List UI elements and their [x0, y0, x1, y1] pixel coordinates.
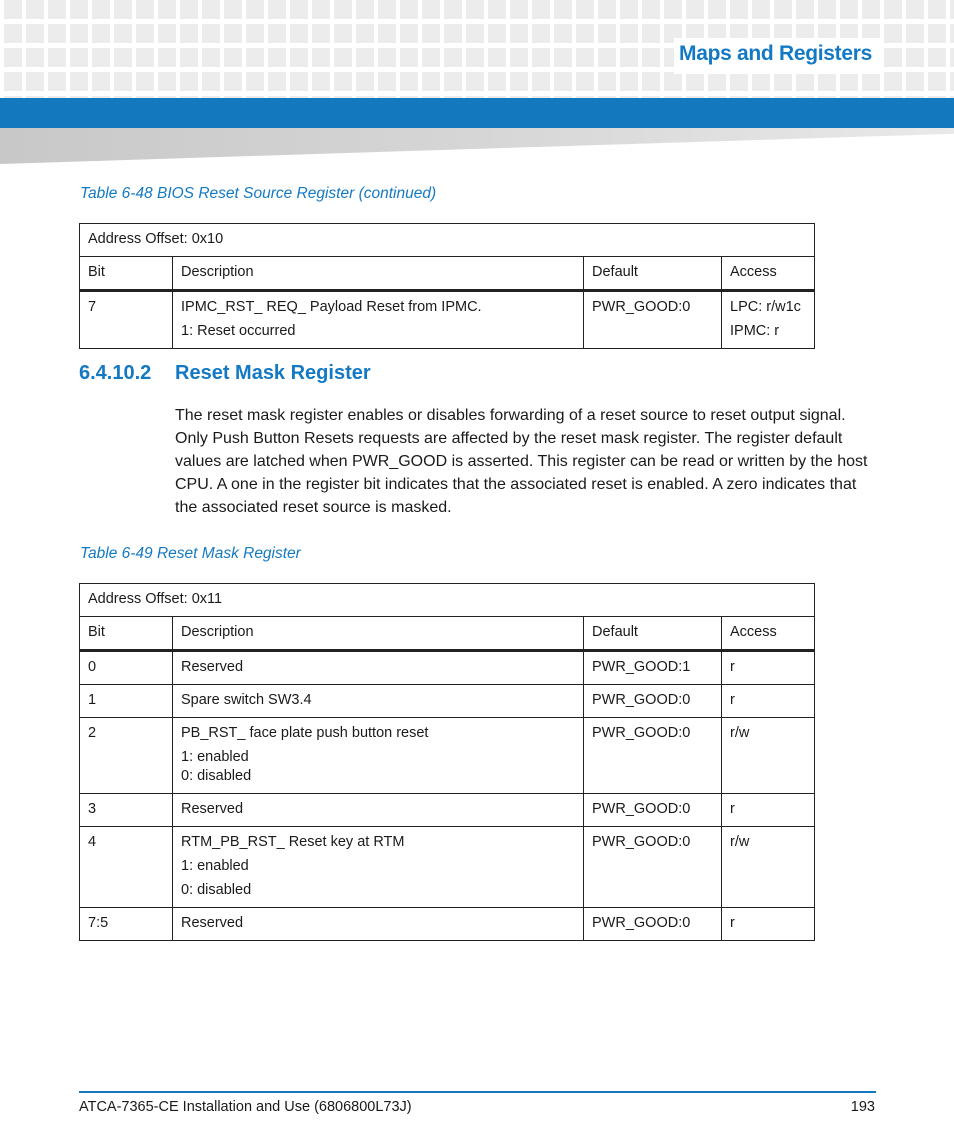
table-row: [80, 794, 815, 827]
cell-description: [173, 291, 584, 349]
cell-default: PWR_GOOD:0: [584, 794, 722, 827]
table2-reset-mask-register: [79, 583, 815, 941]
cell-bit: 0: [80, 651, 173, 685]
description-line: RTM_PB_RST_ Reset key at RTM: [181, 834, 405, 850]
description-line: 1: enabled: [181, 858, 249, 874]
table-row: [80, 827, 815, 908]
table-address-row: [80, 224, 815, 257]
table-row: [80, 291, 815, 349]
description-line: IPMC_RST_ REQ_ Payload Reset from IPMC.: [181, 299, 482, 315]
cell-description: Reserved: [173, 908, 584, 941]
address-offset: Address Offset: 0x11: [80, 584, 815, 617]
section-heading: [79, 362, 371, 385]
cell-bit: 7:5: [80, 908, 173, 941]
cell-bit: 4: [80, 827, 173, 908]
access-line: IPMC: r: [730, 323, 780, 339]
section-number: 6.4.10.2: [79, 362, 152, 384]
section-paragraph: The reset mask register enables or disables forwarding of a reset source to reset output signal. Only Push Button Resets requests are affected by the reset mask register. The register default values are latched when PWR_GOOD is asserted. This register can be read or written by the host CPU. A one in the register bit indicates that the associated reset is enabled. A zero indicates that the associated reset source is masked.: [175, 407, 868, 516]
address-offset: Address Offset: 0x10: [80, 224, 815, 257]
footer-document-title: ATCA-7365-CE Installation and Use (6806800L73J): [79, 1099, 412, 1115]
cell-default: PWR_GOOD:0: [584, 827, 722, 908]
cell-default: PWR_GOOD:0: [584, 718, 722, 794]
cell-bit: 7: [80, 291, 173, 349]
cell-bit: 1: [80, 685, 173, 718]
cell-description: [173, 827, 584, 908]
cell-access: r: [722, 794, 815, 827]
cell-access: r/w: [722, 718, 815, 794]
cell-description: [173, 718, 584, 794]
cell-access: r: [722, 685, 815, 718]
cell-bit: 2: [80, 718, 173, 794]
description-line: 1: enabled: [181, 749, 249, 765]
cell-default: PWR_GOOD:0: [584, 908, 722, 941]
cell-default: PWR_GOOD:0: [584, 685, 722, 718]
table-row: [80, 718, 815, 794]
access-line: LPC: r/w1c: [730, 299, 801, 315]
table-row: [80, 685, 815, 718]
table-row: [80, 651, 815, 685]
cell-bit: 3: [80, 794, 173, 827]
column-header-description: Description: [173, 257, 584, 291]
chapter-title: Maps and Registers: [679, 42, 872, 65]
table1-caption: Table 6-48 BIOS Reset Source Register (continued): [80, 185, 437, 202]
table2-caption: Table 6-49 Reset Mask Register: [80, 545, 301, 562]
column-header-bit: Bit: [80, 617, 173, 651]
table-row: [80, 908, 815, 941]
column-header-access: Access: [722, 257, 815, 291]
header-gray-wedge: [0, 128, 954, 164]
description-line: 1: Reset occurred: [181, 323, 296, 339]
table1-bios-reset-source: [79, 223, 815, 349]
column-header-bit: Bit: [80, 257, 173, 291]
header-blue-band: [0, 98, 954, 128]
cell-default: PWR_GOOD:1: [584, 651, 722, 685]
column-header-description: Description: [173, 617, 584, 651]
table-address-row: [80, 584, 815, 617]
page-number: 193: [850, 1099, 875, 1115]
cell-default: PWR_GOOD:0: [584, 291, 722, 349]
description-line: 0: disabled: [181, 882, 252, 898]
description-line: PB_RST_ face plate push button reset: [181, 725, 429, 741]
cell-access: r: [722, 908, 815, 941]
cell-access: r/w: [722, 827, 815, 908]
section-title: Reset Mask Register: [175, 362, 371, 384]
cell-description: Reserved: [173, 651, 584, 685]
table-header-row: [80, 617, 815, 651]
cell-access: r: [722, 651, 815, 685]
cell-description: Spare switch SW3.4: [173, 685, 584, 718]
column-header-access: Access: [722, 617, 815, 651]
footer-rule: [79, 1091, 876, 1093]
table-header-row: [80, 257, 815, 291]
cell-access: [722, 291, 815, 349]
cell-description: Reserved: [173, 794, 584, 827]
description-line: 0: disabled: [181, 768, 252, 784]
column-header-default: Default: [584, 257, 722, 291]
column-header-default: Default: [584, 617, 722, 651]
